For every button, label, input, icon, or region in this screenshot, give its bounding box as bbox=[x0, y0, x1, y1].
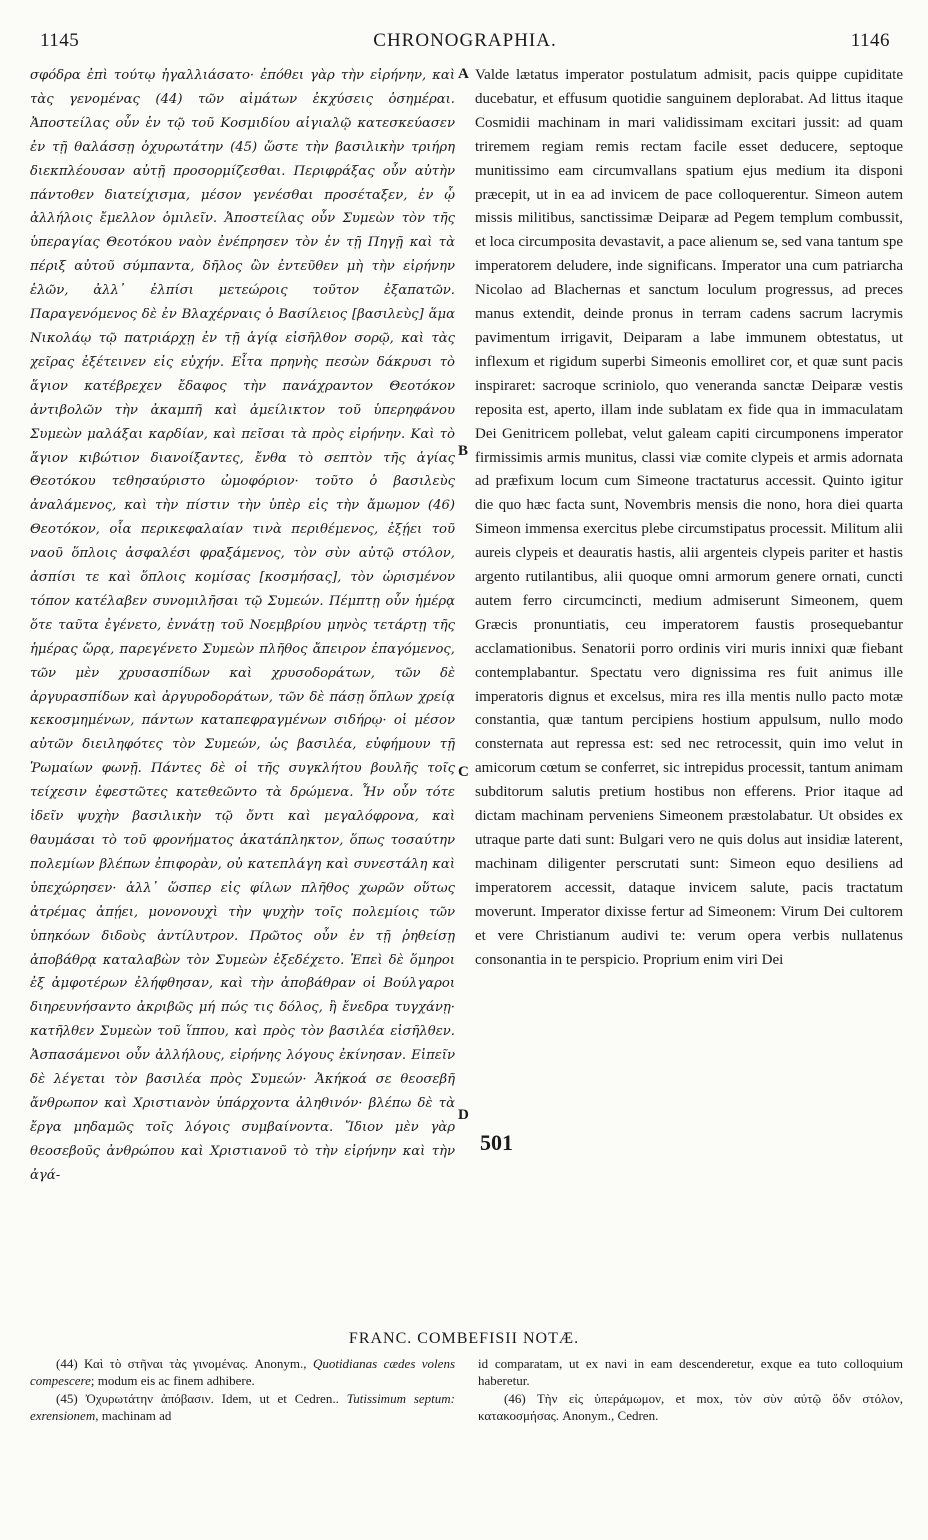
note-44-text: (44) Καὶ τὸ στῆναι τὰς γινομένας. Anonym., bbox=[56, 1356, 313, 1371]
notes-left-column bbox=[30, 1355, 455, 1425]
note-46: (46) Τὴν εἰς ὑπεράμωμον, et mox, τὸν σὺν αὐτῷ ὅδν στόλον, κατακοσμήσας. Anonym., Cedren. bbox=[478, 1391, 903, 1423]
margin-marker-c: C bbox=[458, 764, 469, 780]
note-45-italic: Tutissimum septum: exrensionem bbox=[30, 1391, 455, 1423]
note-45-continuation: id comparatam, ut ex navi in eam descenderetur, exque ea tuto colloquium haberetur. bbox=[478, 1356, 903, 1388]
notes-right-column bbox=[478, 1355, 903, 1425]
running-title: CHRONOGRAPHIA. bbox=[373, 30, 557, 51]
latin-paragraph: Valde lætatus imperator postulatum admisit, pacis quippe cupiditate ducebatur, et effusum quotidie sanguinem deplorabat. Ad littus itaque Cosmidii machinam in mari validissimam excitari jussit: ad quam triremem regiam remis rectam facile esset deducere, septoque munitissimo eam circumvallans spatium ejus medium ita disponi præcepit, ut in ea ad invicem de pace colloquerentur. Simeon autem missis militibus, sanctissimæ Deiparæ ad Pegem templum combussit, et loca circumposita devastavit, a pace alienum se, sed vana tantum spe imperatorem deludere, inde significans. Imperator una cum patriarcha Nicolao ad Blachernas et sanctum loculum progressus, ad preces manus extendit, deinde pronus in terram cadens sacrum lacrymis pavimentum irrigavit, Deiparam a labe immunem obtestatus, ut inflexum et rigidum superbi Simeonis emolliret cor, et quæ sunt pacis inspiraret: sacroque scriniolo, quo veneranda sanctæ Deiparæ vestis reposita est, aperto, illam inde sublatam ex fide qua in immaculatam Dei Genitricem pollebat, velut galeam capiti circumponens imperator firmissimis armis munitus, classi viæ comite clypeis et armis adornata ad præfixum locum cum Simeone tractaturus accessit. Quinto igitur die quo hæc facta sunt, Novembris mensis die nono, hora diei quarta Simeon immensa exercitus plebe circumstipatus processit. Militum alii aureis clypeis et deauratis hastis, alii argenteis clypeis pariter et hastis argento rutilantibus, alii quoque omni armorum genere ornati, cuncti autem ferro circumcincti, medium admiserunt Simeonem, quem Græcis pronuntiatis, ceu imperatorem faustis prosequebantur acclamationibus. Senatorii porro ordinis viri muris innixi quæ fiebant contemplabantur. Spectatu vero dignissima res fuit animus ille imperatoris dignus et excelsus, mira res illa mentis nullo pacto motæ constantia, quæ tantum percipiens hostium appulsum, nullo modo consternata aut repressa est: sed nec retrocessit, quin imo velut in amicorum cœtum se conferret, sic intrepidus processit, tantum animam subditorum salutis pretium hostibus non efferens. Prior itaque ad dictam machinam perveniens Simeonem præstolabatur. Ut obsides ex utraque parte dati sunt: Bulgari vero ne quis dolus aut insidiæ laterent, machinam diligenter perscrutati sunt: Simeon equo desiliens ad imperatorem accessit, dataque invicem salute, pacis tractatum moverunt. Imperator dixisse fertur ad Simeonem: Virum Dei cultorem et vere Christianum audivi te: verum opera verbis nullatenus consonantia in te perspicio. Proprium enim viri Dei bbox=[475, 67, 903, 968]
page-number-left: 1145 bbox=[40, 30, 80, 51]
margin-marker-b: B bbox=[458, 443, 469, 459]
note-45-text: (45) Ὀχυρωτάτην ἀπόβασιν. Idem, ut et Cedren.. bbox=[56, 1391, 347, 1406]
note-44-tail: ; modum eis ac finem adhibere. bbox=[90, 1373, 255, 1388]
column-number: 501 bbox=[480, 1130, 517, 1156]
notes-title: FRANC. COMBEFISII NOTÆ. bbox=[348, 1330, 580, 1347]
margin-marker-a: A bbox=[458, 66, 469, 82]
note-45-tail: , machinam ad bbox=[95, 1408, 172, 1423]
page-number-right: 1146 bbox=[850, 30, 890, 51]
running-header bbox=[30, 30, 900, 60]
note-44 bbox=[30, 1355, 455, 1389]
note-45 bbox=[30, 1390, 455, 1424]
greek-paragraph: σφόδρα ἐπὶ τούτῳ ἠγαλλιάσατο· ἐπόθει γὰρ τὴν εἰρήνην, καὶ τὰς γενομένας (44) τῶν αἱμάτων ἐκχύσεις ὁσημέραι. Ἀποστείλας οὖν ἐν τῷ τοῦ Κοσμιδίου αἰγιαλῷ κατεσκεύασεν ἐν τῇ θαλάσσῃ ὀχυρωτάτην (45) ὥστε τὴν βασιλικὴν τριήρη διεκπλέουσαν αὐτῇ προσορμίζεσθαι. Περιφράξας οὖν αὐτὴν πάντοθεν διατείχισμα, μέσον γενέσθαι προσέταξεν, ἐν ᾧ ἀλλήλοις ἔμελλον ὁμιλεῖν. Ἀποστείλας οὖν Συμεὼν τὸν τῆς ὑπεραγίας Θεοτόκου ναὸν ἐνέπρησεν τὸν ἐν τῇ Πηγῇ καὶ τὰ πέριξ αὐτοῦ σύμπαντα, δῆλος ὢν ἐντεῦθεν μὴ τὴν εἰρήνην ἑλῶν, ἀλλ᾽ ἐλπίσι μετεώροις τοῦτον ἐξαπατῶν. Παραγενόμενος δὲ ἐν Βλαχέρναις ὁ Βασίλειος [βασιλεὺς] ἅμα Νικολάῳ τῷ πατριάρχῃ ἐν τῇ ἁγίᾳ εἰσῆλθον σορῷ, καὶ τὰς χεῖρας ἐξέτεινεν εἰς εὐχήν. Εἶτα πρηνὴς πεσὼν δάκρυσι τὸ ἅγιον κατέβρεχεν ἔδαφος τὴν πανάχραντον Θεοτόκον ἀντιβολῶν τὴν ἀκαμπῆ καὶ ἀμείλικτον τοῦ ὑπερηφάνου Συμεὼν μαλάξαι καρδίαν, καὶ πεῖσαι τὰ πρὸς εἰρήνην. Καὶ τὸ ἅγιον κιβώτιον διανοίξαντες, ἔνθα τὸ σεπτὸν τῆς ἁγίας Θεοτόκου τεθησαύριστο ὠμοφόριον· τοῦτο ὁ βασιλεὺς ἀναλάμενος, καὶ τὴν πίστιν τὴν ὑπὲρ εἰς τὴν ἄμωμον (46) Θεοτόκον, οἷα περικεφαλαίαν τινὰ περιθέμενος, ἐξῄει τοῦ ναοῦ ὅπλοις ἀσφαλέσι φραξάμενος, τὸν σὺν αὐτῷ στόλον, ἀσπίσι τε καὶ ὅπλοις κομίσας [κοσμήσας], τὸν ὡρισμένον τόπον κατέλαβεν συνομιλῆσαι τῷ Συμεών. Πέμπτῃ οὖν ἡμέρᾳ ὅτε ταῦτα ἐγένετο, ἐννάτῃ τοῦ Νοεμβρίου μηνὸς τετάρτῃ τῆς ἡμέρας ὥρᾳ, παρεγένετο Συμεὼν πλῆθος ἄπειρον ἐπαγόμενος, τῶν μὲν χρυσασπίδων καὶ χρυσοδοράτων, τῶν δὲ ἀργυρασπίδων καὶ ἀργυροδοράτων, τῶν δὲ πάσῃ ὅπλων χρείᾳ κεκοσμημένων, πάντων καταπεφραγμένων σιδήρῳ· οἱ μέσον αὐτῶν διειληφότες τὸν Συμεών, ὡς βασιλέα, εὐφήμουν τῇ Ῥωμαίων φωνῇ. Πάντες δὲ οἱ τῆς συγκλήτου βουλῆς τοῖς τείχεσιν ἐφεστῶτες κατεθεῶντο τὰ δρώμενα. Ἦν οὖν τότε ἰδεῖν ψυχὴν βασιλικὴν τῷ ὄντι καὶ μεγαλόφρονα, καὶ θαυμάσαι τὸ τοῦ φρονήματος ἀκατάπληκτον, ὅπως τοσαύτην πολεμίων βλέπων ἐπιφορὰν, οὐ κατεπλάγη καὶ συνεστάλη καὶ ὑπεχώρησεν· ἀλλ᾽ ὥσπερ εἰς φίλων πλῆθος χωρῶν οὕτως ἀτρέμας ἀπῄει, μονονουχὶ τὴν ψυχὴν τοῖς πολεμίοις τῶν ὑπηκόων διδοὺς ἀντίλυτρον. Πρῶτος οὖν ἐν τῇ ῥηθείσῃ ἀποβάθρᾳ καταλαβὼν τὸν Συμεὼν ἐξεδέχετο. Ἐπεὶ δὲ ὅμηροι ἐξ ἀμφοτέρων ἐλήφθησαν, καὶ τὴν ἀποβάθραν οἱ Βούλγαροι διηρευνήσαντο ἀκριβῶς μή πώς τις δόλος, ἢ ἔνεδρα τυγχάνῃ· κατῆλθεν Συμεὼν τοῦ ἵππου, καὶ πρὸς τὸν βασιλέα εἰσῆλθεν. Ἀσπασάμενοι οὖν ἀλλήλους, εἰρήνης λόγους ἐκίνησαν. Εἰπεῖν δὲ λέγεται τὸν βασιλέα πρὸς Συμεών· Ἀκήκοά σε θεοσεβῆ ἄνθρωπον καὶ Χριστιανὸν ὑπάρχοντα ἀληθινόν· βλέπω δὲ τὰ ἔργα μηδαμῶς τοῖς λόγοις συμβαίνοντα. Ἴδιον μὲν γὰρ θεοσεβοῦς ἀνθρώπου καὶ Χριστιανοῦ τὸ τὴν εἰρήνην καὶ τὴν ἀγά- bbox=[30, 68, 455, 1183]
latin-text-column bbox=[475, 64, 903, 1329]
greek-text-column bbox=[30, 64, 455, 1329]
margin-marker-d: D bbox=[458, 1107, 469, 1123]
note-44-italic: Quotidianas cædes volens compescere bbox=[30, 1356, 455, 1388]
